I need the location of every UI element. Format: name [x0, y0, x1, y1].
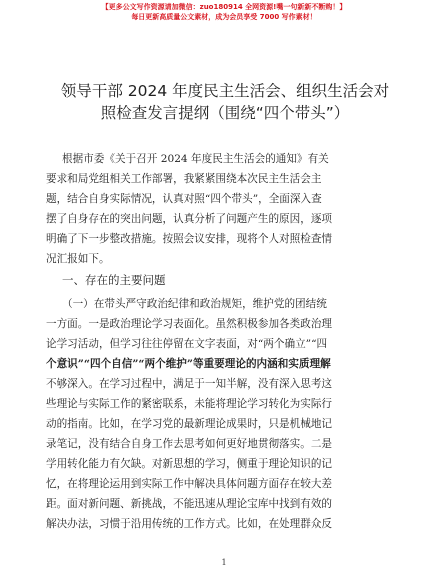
body-line: 解决办法，习惯于沿用传统的工作方式。比如，在处理群众反 — [46, 518, 333, 530]
body-line: 论学习活动，但学习往往停留在文字表面，对“两个确立”“四 — [46, 338, 328, 350]
body-line: 距。面对新问题、新挑战，不能迅速从理论宝库中找到有效的 — [46, 498, 333, 510]
body-line: 个意识”“四个自信”“两个维护”等重要理论的内涵和实质理解 — [46, 358, 331, 370]
promo-banner-line: 【更多公文写作资源请加微信：zuo180914 全网资源!嘴一句新新不断购！】 — [101, 3, 347, 11]
body-line: 一方面。一是政治理论学习表面化。虽然积极参加各类政治理 — [46, 318, 333, 330]
document-title: 照检查发言提纲（围绕“四个带头”） — [100, 104, 350, 122]
intro-line: 根据市委《关于召开 2024 年度民主生活会的通知》有关 — [62, 153, 329, 165]
intro-line: 摆了自身存在的突出问题，认真分析了问题产生的原因，逐项 — [46, 213, 333, 225]
intro-line: 况汇报如下。 — [46, 253, 110, 265]
promo-banner-line: 每日更新高质量公文素材，成为会员享受 7000 写作素材！ — [131, 13, 317, 21]
body-line: 录笔记，没有结合自身工作去思考如何更好地贯彻落实。二是 — [46, 438, 333, 450]
body-line: 些理论与实际工作的紧密联系，未能将理论学习转化为实际行 — [46, 398, 333, 410]
body-line: 动的指南。比如，在学习党的最新理论成果时，只是机械地记 — [46, 418, 333, 430]
body-line: 忆，在将理论运用到实际工作中解决具体问题方面存在较大差 — [46, 478, 333, 490]
promo-banner — [0, 2, 448, 32]
body-line: 学用转化能力有欠缺。对新思想的学习，侧重于理论知识的记 — [46, 458, 333, 470]
section-heading: 一、存在的主要问题 — [62, 273, 166, 287]
intro-line: 题，结合自身实际情况，认真对照“四个带头”，全面深入查 — [46, 193, 322, 205]
page-number: 1 — [221, 558, 227, 567]
document-title: 领导干部 2024 年度民主生活会、组织生活会对 — [60, 82, 390, 100]
intro-line: 要求和局党组相关工作部署，我紧紧围绕本次民主生活会主 — [46, 173, 322, 185]
body-line: 不够深入。在学习过程中，满足于一知半解，没有深入思考这 — [46, 378, 333, 390]
body-line: （一）在带头严守政治纪律和政治规矩，维护党的团结统 — [62, 298, 327, 310]
intro-line: 明确了下一步整改措施。按照会议安排，现将个人对照检查情 — [46, 233, 333, 245]
